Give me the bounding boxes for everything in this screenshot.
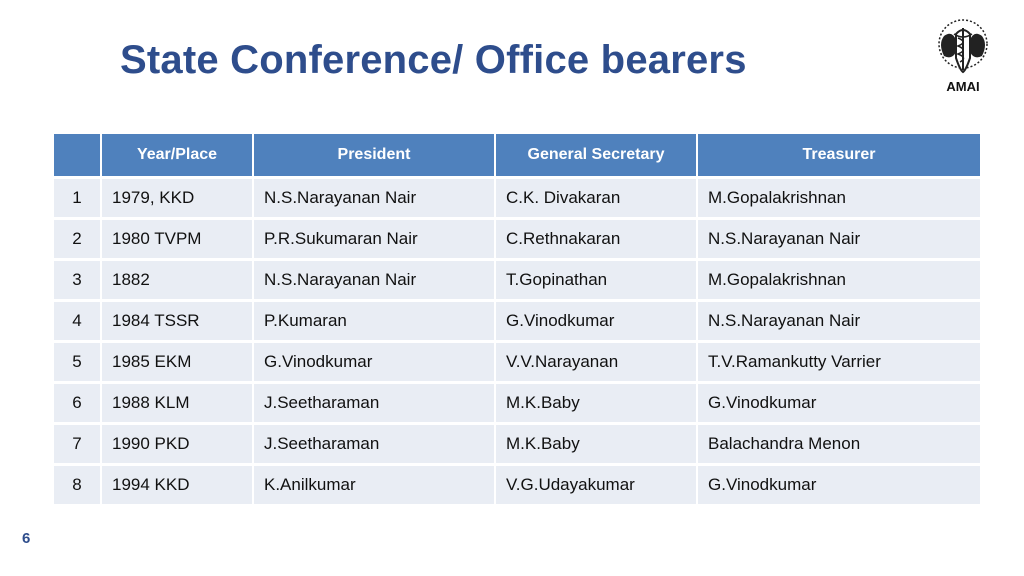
cell-year-place: 1994 KKD bbox=[102, 466, 252, 507]
cell-general-secretary: G.Vinodkumar bbox=[496, 302, 696, 343]
cell-index: 3 bbox=[54, 261, 100, 302]
cell-general-secretary: M.K.Baby bbox=[496, 384, 696, 425]
cell-index: 4 bbox=[54, 302, 100, 343]
table-row bbox=[54, 302, 980, 343]
cell-year-place: 1988 KLM bbox=[102, 384, 252, 425]
cell-general-secretary: M.K.Baby bbox=[496, 425, 696, 466]
cell-index: 2 bbox=[54, 220, 100, 261]
cell-index: 7 bbox=[54, 425, 100, 466]
table-row bbox=[54, 261, 980, 302]
cell-general-secretary: V.G.Udayakumar bbox=[496, 466, 696, 507]
cell-treasurer: N.S.Narayanan Nair bbox=[698, 220, 980, 261]
cell-president: K.Anilkumar bbox=[254, 466, 494, 507]
cell-president: G.Vinodkumar bbox=[254, 343, 494, 384]
cell-president: J.Seetharaman bbox=[254, 425, 494, 466]
cell-president: N.S.Narayanan Nair bbox=[254, 261, 494, 302]
cell-treasurer: G.Vinodkumar bbox=[698, 466, 980, 507]
cell-treasurer: Balachandra Menon bbox=[698, 425, 980, 466]
cell-treasurer: M.Gopalakrishnan bbox=[698, 261, 980, 302]
cell-president: N.S.Narayanan Nair bbox=[254, 179, 494, 220]
header-president: President bbox=[254, 134, 494, 179]
cell-treasurer: T.V.Ramankutty Varrier bbox=[698, 343, 980, 384]
cell-year-place: 1882 bbox=[102, 261, 252, 302]
table-row bbox=[54, 384, 980, 425]
cell-index: 8 bbox=[54, 466, 100, 507]
cell-year-place: 1984 TSSR bbox=[102, 302, 252, 343]
amai-logo bbox=[930, 14, 996, 94]
cell-treasurer: G.Vinodkumar bbox=[698, 384, 980, 425]
cell-year-place: 1985 EKM bbox=[102, 343, 252, 384]
header-treasurer: Treasurer bbox=[698, 134, 980, 179]
table-row bbox=[54, 466, 980, 507]
cell-year-place: 1980 TVPM bbox=[102, 220, 252, 261]
cell-president: P.Kumaran bbox=[254, 302, 494, 343]
cell-president: J.Seetharaman bbox=[254, 384, 494, 425]
cell-general-secretary: V.V.Narayanan bbox=[496, 343, 696, 384]
header-general-secretary: General Secretary bbox=[496, 134, 696, 179]
page-number: 6 bbox=[22, 530, 31, 547]
cell-year-place: 1990 PKD bbox=[102, 425, 252, 466]
table-row bbox=[54, 179, 980, 220]
table-header-row bbox=[54, 134, 980, 179]
header-index bbox=[54, 134, 100, 179]
cell-index: 1 bbox=[54, 179, 100, 220]
table-row bbox=[54, 425, 980, 466]
logo-text: AMAI bbox=[946, 79, 980, 94]
cell-index: 6 bbox=[54, 384, 100, 425]
cell-year-place: 1979, KKD bbox=[102, 179, 252, 220]
cell-treasurer: N.S.Narayanan Nair bbox=[698, 302, 980, 343]
cell-general-secretary: C.K. Divakaran bbox=[496, 179, 696, 220]
header-year-place: Year/Place bbox=[102, 134, 252, 179]
slide-title: State Conference/ Office bearers bbox=[120, 38, 747, 82]
elephant-caduceus-icon bbox=[930, 14, 996, 78]
cell-index: 5 bbox=[54, 343, 100, 384]
cell-general-secretary: C.Rethnakaran bbox=[496, 220, 696, 261]
cell-general-secretary: T.Gopinathan bbox=[496, 261, 696, 302]
office-bearers-table bbox=[52, 134, 982, 507]
table-row bbox=[54, 343, 980, 384]
table-row bbox=[54, 220, 980, 261]
cell-president: P.R.Sukumaran Nair bbox=[254, 220, 494, 261]
cell-treasurer: M.Gopalakrishnan bbox=[698, 179, 980, 220]
